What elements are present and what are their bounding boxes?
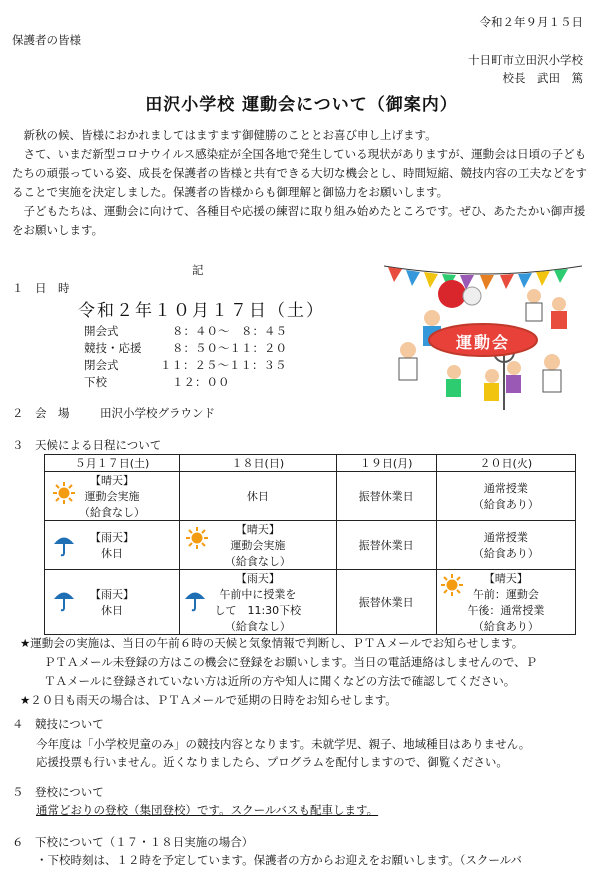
cell-text: 午前中に授業を — [219, 588, 297, 601]
weather-label: 【雨天】 — [235, 572, 280, 585]
note-line: ＴＡメールに登録されていない方は近所の方や知人に聞くなどの方法で確認してください。 — [44, 674, 516, 688]
column-header: １８日(日) — [180, 455, 337, 472]
weather-label: 【雨天】 — [90, 531, 134, 544]
column-header: ５月１７日(土) — [45, 455, 180, 472]
table-row — [45, 472, 576, 521]
cell-text: 午前：運動会 — [472, 588, 539, 601]
weather-label: 【晴天】 — [235, 523, 280, 536]
sports-day-banner: 運動会 — [455, 333, 510, 352]
cell-text: して 11:30下校 — [214, 604, 302, 617]
venue-name: 田沢小学校グラウンド — [100, 406, 215, 420]
schedule-label: 閉会式 — [84, 358, 119, 372]
schedule-label: 下校 — [84, 375, 107, 389]
table-cell: 振替休業日 — [336, 521, 436, 570]
cell-text: （給食なし） — [224, 555, 291, 568]
schedule-time: １１：２５～１１：３５ — [160, 358, 287, 372]
column-header: １９日(月) — [336, 455, 436, 472]
table-row — [45, 521, 576, 570]
schedule-time: １２：００ — [172, 375, 230, 389]
table-cell — [180, 521, 337, 570]
table-cell — [45, 521, 180, 570]
note-line: ★２０日も雨天の場合は、ＰＴＡメールで延期の日時をお知らせします。 — [20, 693, 397, 707]
weather-label: 【雨天】 — [90, 588, 134, 601]
cell-text: 休日 — [101, 547, 123, 560]
document-date: 令和２年９月１５日 — [479, 15, 583, 29]
cell-text: 運動会実施 — [230, 539, 286, 552]
principal-name: 校長 武田 篤 — [502, 71, 583, 85]
sun-icon — [53, 482, 75, 507]
ki-label: 記 — [192, 263, 204, 277]
schedule-label: 競技・応援 — [84, 341, 142, 355]
table-cell — [45, 570, 180, 635]
note-line: ★運動会の実施は、当日の午前６時の天候と気象情報で判断し、ＰＴＡメールでお知らせします。 — [20, 636, 524, 650]
cell-text: 通常授業 — [483, 482, 528, 495]
sun-icon — [186, 527, 208, 552]
section-3-heading: ３ 天候による日程について — [12, 438, 162, 452]
competition-line: 応援投票も行いません。近くなりましたら、プログラムを配付しますので、御覧ください。 — [36, 755, 508, 769]
section-2-heading: ２ 会 場 — [12, 406, 70, 420]
umbrella-icon — [53, 533, 75, 560]
table-cell — [180, 570, 337, 635]
umbrella-icon — [184, 588, 206, 615]
sun-icon — [441, 574, 463, 599]
cell-text: 運動会実施 — [84, 490, 140, 503]
closing-paragraph: 子どもたちは、運動会に向けて、各種目や応援の練習に取り組み始めたところです。ぜひ、あたたかい御声援をお願いします。 — [12, 204, 586, 237]
section-1-heading: １ 日 時 — [12, 281, 70, 295]
cell-text: （給食あり） — [472, 498, 539, 511]
cell-text: 午後：通常授業 — [467, 604, 545, 617]
attendance-line: 通常どおりの登校（集団登校）です。スクールバスも配車します。 — [36, 803, 379, 817]
table-cell — [436, 521, 575, 570]
cell-text: 休日 — [101, 604, 123, 617]
schedule-label: 開会式 — [84, 324, 119, 338]
weather-notes — [20, 634, 595, 710]
cell-text: （給食あり） — [472, 620, 539, 633]
table-header-row — [45, 455, 576, 472]
cell-text: （給食あり） — [472, 547, 539, 560]
dismissal-line: ・下校時刻は、１２時を予定しています。保護者の方からお迎えをお願いします。（スクールバ — [36, 853, 522, 867]
table-cell: 振替休業日 — [336, 570, 436, 635]
section-5-heading: ５ 登校について — [12, 785, 104, 799]
table-cell: 休日 — [180, 472, 337, 521]
column-header: ２０日(火) — [436, 455, 575, 472]
table-cell — [45, 472, 180, 521]
cell-text: （給食なし） — [224, 620, 291, 633]
note-line: ＰＴＡメール未登録の方はこの機会に登録をお願いします。当日の電話連絡はしませんので、Ｐ — [44, 655, 538, 669]
weather-label: 【晴天】 — [90, 474, 134, 487]
table-cell: 振替休業日 — [336, 472, 436, 521]
schedule-time: ８：４０～ ８：４５ — [172, 324, 287, 338]
intro-body — [12, 126, 592, 240]
recipient: 保護者の皆様 — [12, 33, 81, 47]
cell-text: （給食なし） — [79, 506, 145, 519]
umbrella-icon — [53, 588, 75, 615]
school-name: 十日町市立田沢小学校 — [468, 53, 583, 67]
main-paragraph: さて、いまだ新型コロナウイルス感染症が全国各地で発生している現状がありますが、運動会は日頃の子どもたちの頑張っている姿、成長を保護者の皆様と共有できる大切な機会とし、時間短縮、競技内容の工夫などをすることで実施を決定しました。保護者の皆様からも御理解と御協力をお願いします。 — [12, 147, 587, 199]
sports-day-illustration — [384, 260, 582, 416]
page-title: 田沢小学校 運動会について（御案内） — [145, 95, 458, 115]
schedule-time: ８：５０～１１：２０ — [172, 341, 287, 355]
competition-line: 今年度は「小学校児童のみ」の競技内容となります。未就学児、親子、地域種目はありません。 — [36, 737, 531, 751]
weather-label: 【晴天】 — [483, 572, 528, 585]
section-6-heading: ６ 下校について（１７・１８日実施の場合） — [12, 835, 254, 849]
table-row — [45, 570, 576, 635]
weather-schedule-table — [44, 454, 576, 635]
greeting-paragraph: 新秋の候、皆様におかれましてはますます御健勝のこととお喜び申し上げます。 — [23, 128, 437, 142]
table-cell — [436, 472, 575, 521]
section-4-heading: ４ 競技について — [12, 717, 104, 731]
cell-text: 通常授業 — [483, 531, 528, 544]
event-date: 令和２年１０月１７日（土） — [78, 301, 325, 321]
table-cell — [436, 570, 575, 635]
